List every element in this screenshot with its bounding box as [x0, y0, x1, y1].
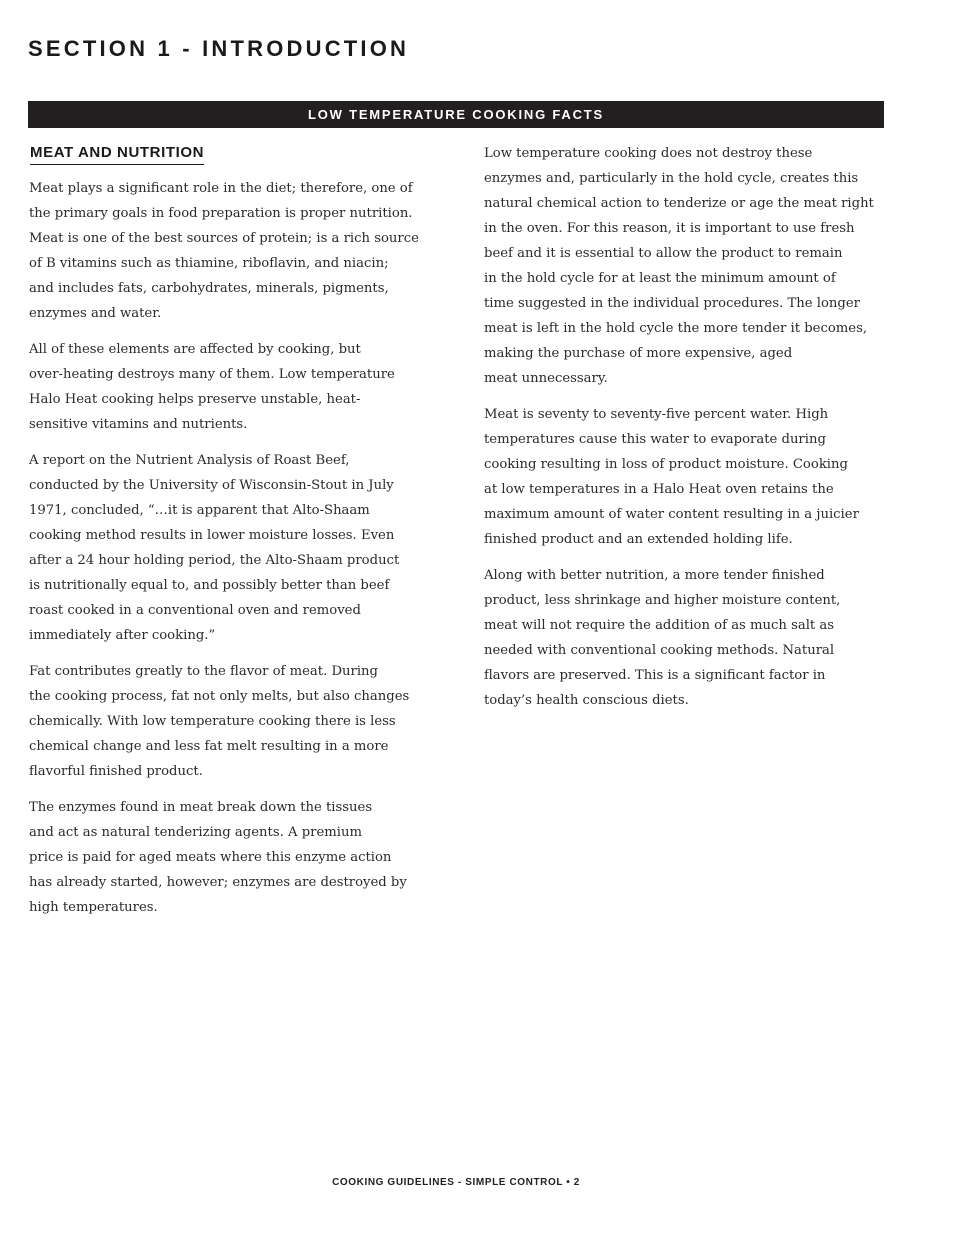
left-column — [29, 141, 439, 931]
paragraph: Fat contributes greatly to the flavor of meat. During the cooking process, fat not only melts, but also changes chemically. With low temperature cooking there is less chemical change and less fat melt resulting in a more flavorful finished product. — [29, 664, 410, 779]
paragraph: Meat plays a significant role in the diet; therefore, one of the primary goals in food preparation is proper nutrition. Meat is one of the best sources of protein; is a rich source of B vitamins such as thiamine, riboflavin, and niacin; and includes fats, carbohydrates, minerals, pigments, enzymes and water. — [29, 181, 419, 321]
paragraph: Low temperature cooking does not destroy these enzymes and, particularly in the hold cycle, creates this natural chemical action to tenderize or age the meat right in the oven. For this reason, it is important to use fresh beef and it is essential to allow the product to remain in the hold cycle for at least the minimum amount of time suggested in the individual procedures. The longer meat is left in the hold cycle the more tender it becomes, making the purchase of more expensive, aged meat unnecessary. — [484, 146, 874, 386]
paragraph: A report on the Nutrient Analysis of Roast Beef, conducted by the University of Wisconsin-Stout in July 1971, concluded, “…it is apparent that Alto-Shaam cooking method results in lower moisture losses. Even after a 24 hour holding period, the Alto-Shaam product is nutritionally equal to, and possibly better than beef roast cooked in a conventional oven and removed immediately after cooking.” — [29, 453, 400, 643]
subheading-meat-and-nutrition: MEAT AND NUTRITION — [30, 143, 204, 165]
paragraph: Meat is seventy to seventy-five percent water. High temperatures cause this water to evaporate during cooking resulting in loss of product moisture. Cooking at low temperatures in a Halo Heat oven retains the maximum amount of water content resulting in a juicier finished product and an extended holding life. — [484, 407, 859, 547]
page-footer: COOKING GUIDELINES - SIMPLE CONTROL • 2 — [332, 1177, 580, 1188]
section-title: SECTION 1 - INTRODUCTION — [28, 36, 410, 61]
section-banner — [28, 101, 884, 128]
paragraph: Along with better nutrition, a more tender finished product, less shrinkage and higher moisture content, meat will not require the addition of as much salt as needed with conventional cooking methods. Natural flavors are preserved. This is a significant factor in today’s health conscious diets. — [484, 568, 841, 708]
paragraph: The enzymes found in meat break down the tissues and act as natural tenderizing agents. A premium price is paid for aged meats where this enzyme action has already started, however; enzymes are destroyed by high temperatures. — [29, 800, 407, 915]
right-column — [484, 141, 894, 724]
paragraph: All of these elements are affected by cooking, but over-heating destroys many of them. Low temperature Halo Heat cooking helps preserve unstable, heat- sensitive vitamins and nutrients. — [29, 342, 395, 432]
banner-title: LOW TEMPERATURE COOKING FACTS — [307, 107, 605, 122]
